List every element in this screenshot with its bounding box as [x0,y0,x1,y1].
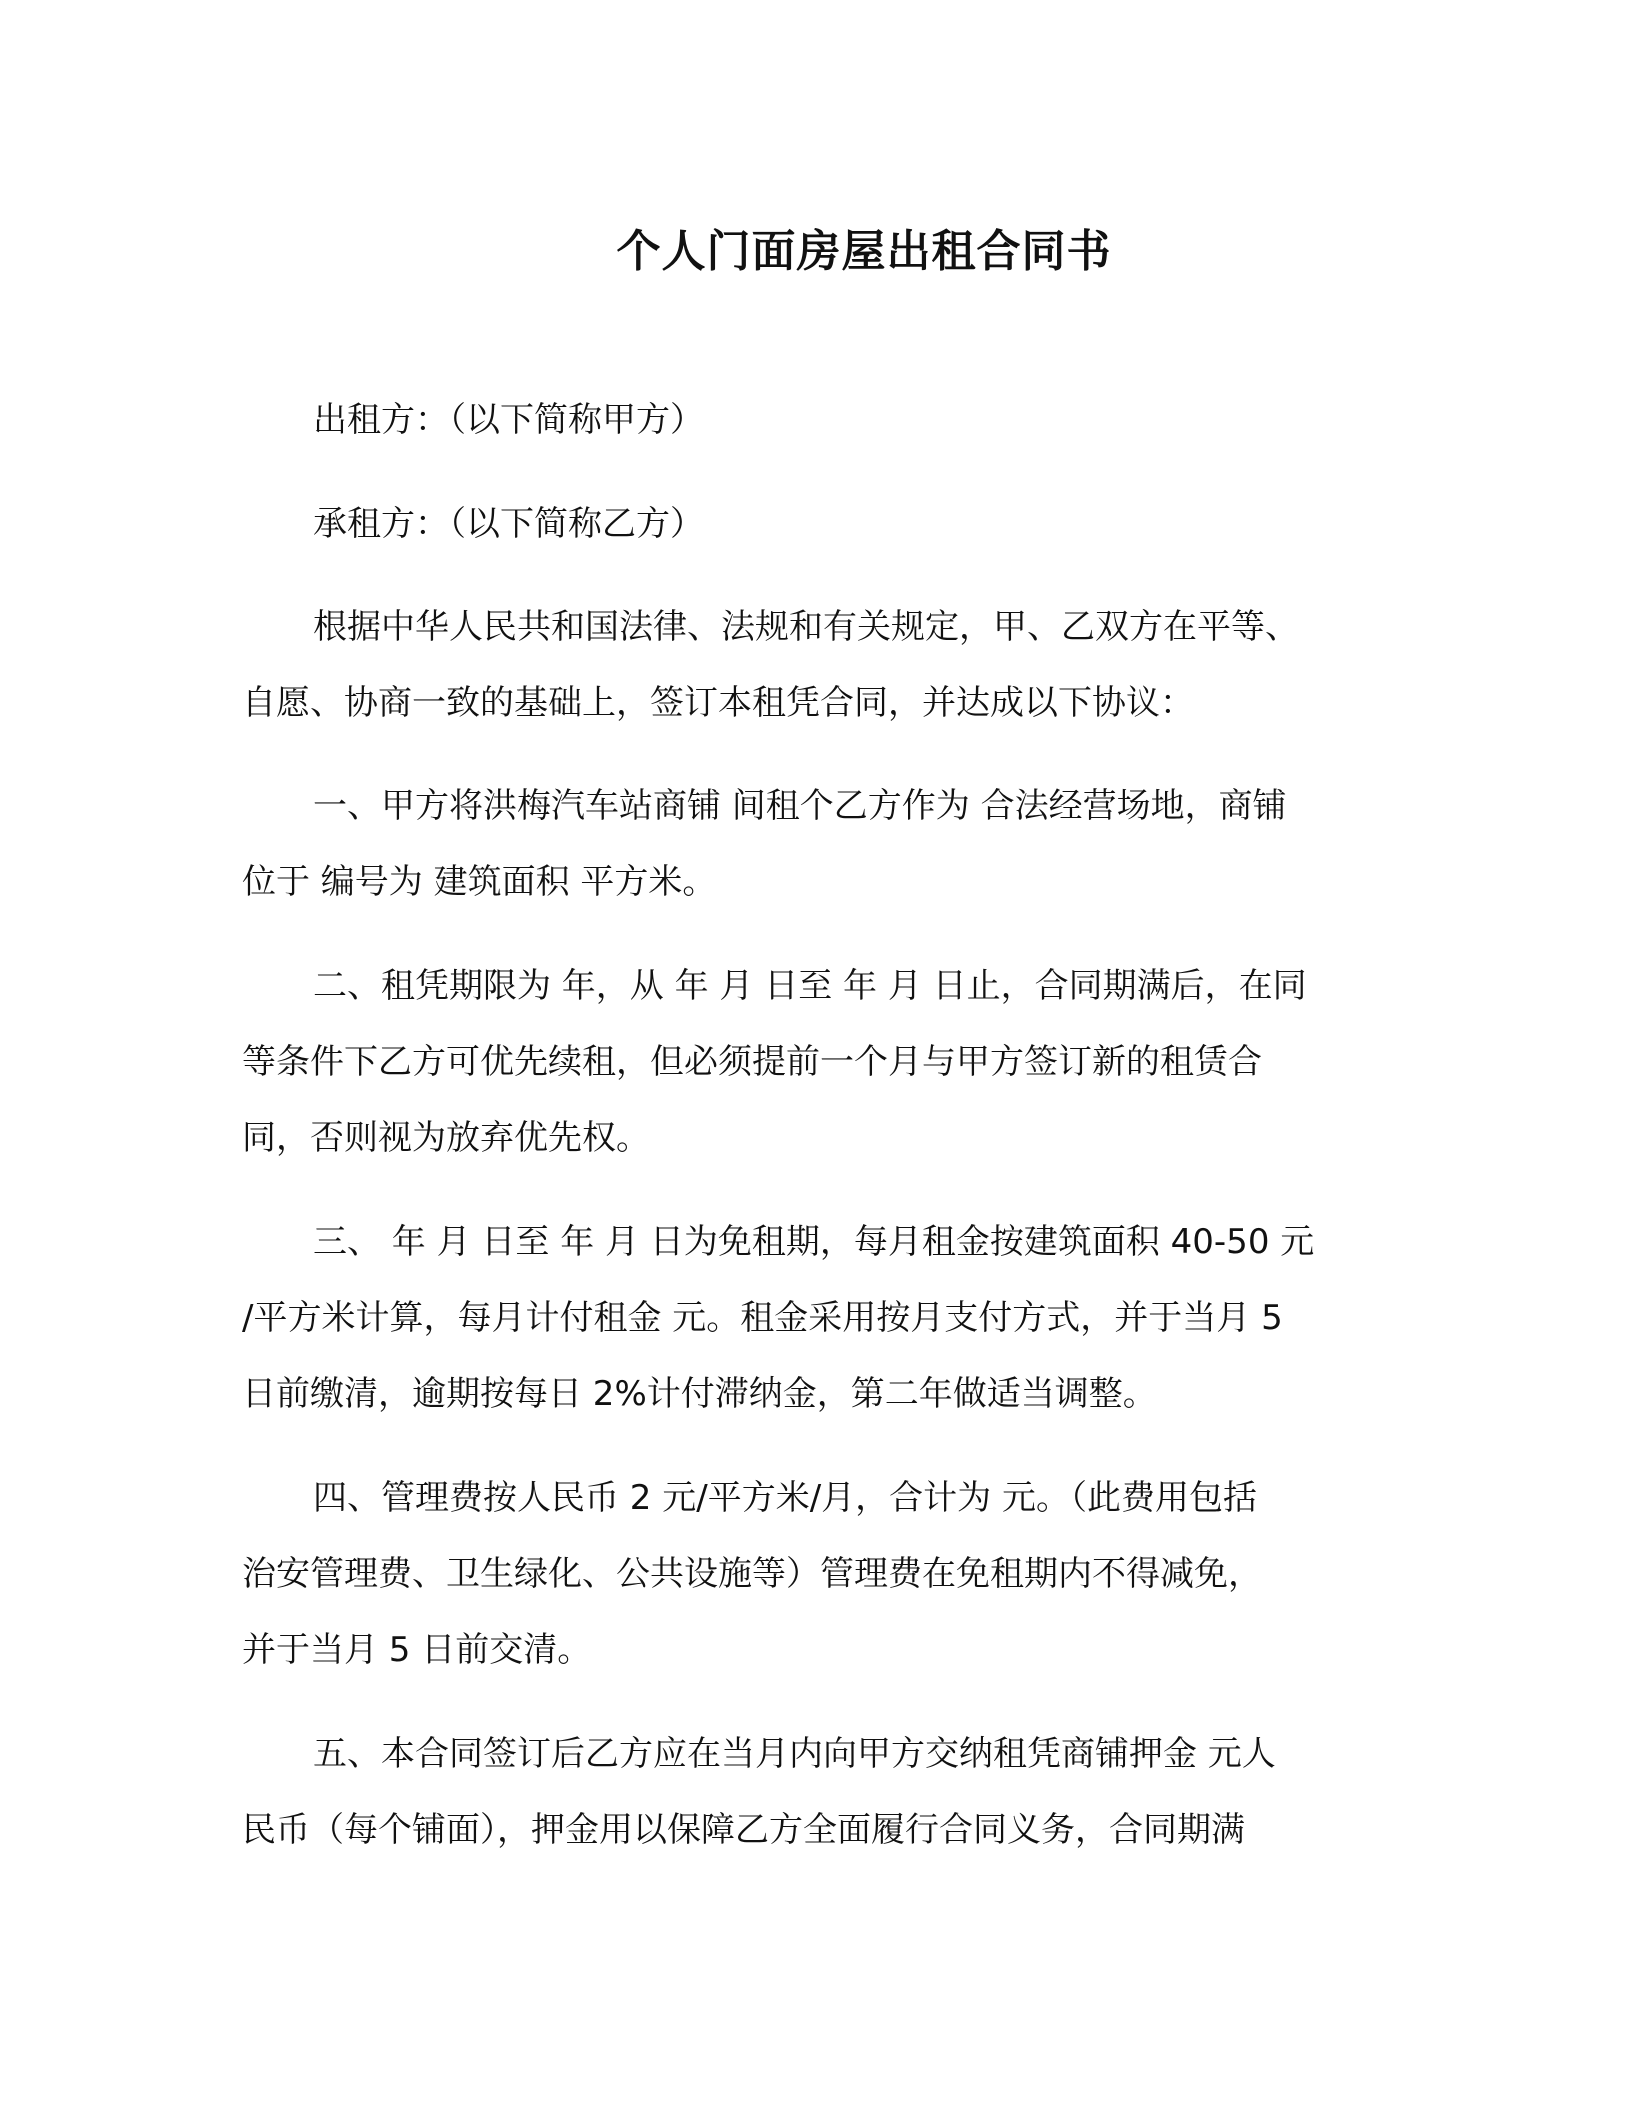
clause-4-line-1: 四、管理费按人民币 2 元/平方米/月，合计为 元。（此费用包括 [313,1478,1257,1518]
clause-3-line-1: 三、 年 月 日至 年 月 日为免租期，每月租金按建筑面积 40-50 元 [313,1222,1315,1262]
clause-4-line-3: 并于当月 5 日前交清。 [242,1630,592,1670]
intro-line-1: 根据中华人民共和国法律、法规和有关规定，甲、乙双方在平等、 [313,607,1299,647]
clause-2-line-3: 同，否则视为放弃优先权。 [242,1118,650,1158]
clause-1-line-2: 位于 编号为 建筑面积 平方米。 [242,862,717,902]
clause-5-line-1: 五、本合同签订后乙方应在当月内向甲方交纳租凭商铺押金 元人 [313,1734,1276,1774]
clause-3-line-3: 日前缴清，逾期按每日 2%计付滞纳金，第二年做适当调整。 [242,1374,1157,1414]
clause-2-line-1: 二、租凭期限为 年，从 年 月 日至 年 月 日止，合同期满后，在同 [313,966,1307,1006]
clause-3-line-2: /平方米计算，每月计付租金 元。租金采用按月支付方式，并于当月 5 [242,1298,1283,1338]
clause-5-line-2: 民币（每个铺面），押金用以保障乙方全面履行合同义务，合同期满 [242,1810,1245,1850]
document-title: 个人门面房屋出租合同书 [616,226,1112,277]
clause-4-line-2: 治安管理费、卫生绿化、公共设施等）管理费在免租期内不得减免， [242,1554,1262,1594]
clause-2-line-2: 等条件下乙方可优先续租，但必须提前一个月与甲方签订新的租赁合 [242,1042,1262,1082]
lessee-line: 承租方：（以下简称乙方） [313,504,704,544]
intro-line-2: 自愿、协商一致的基础上，签订本租凭合同，并达成以下协议： [242,683,1194,723]
lessor-line: 出租方：（以下简称甲方） [313,400,704,440]
clause-1-line-1: 一、甲方将洪梅汽车站商铺 间租个乙方作为 合法经营场地，商铺 [313,786,1287,826]
